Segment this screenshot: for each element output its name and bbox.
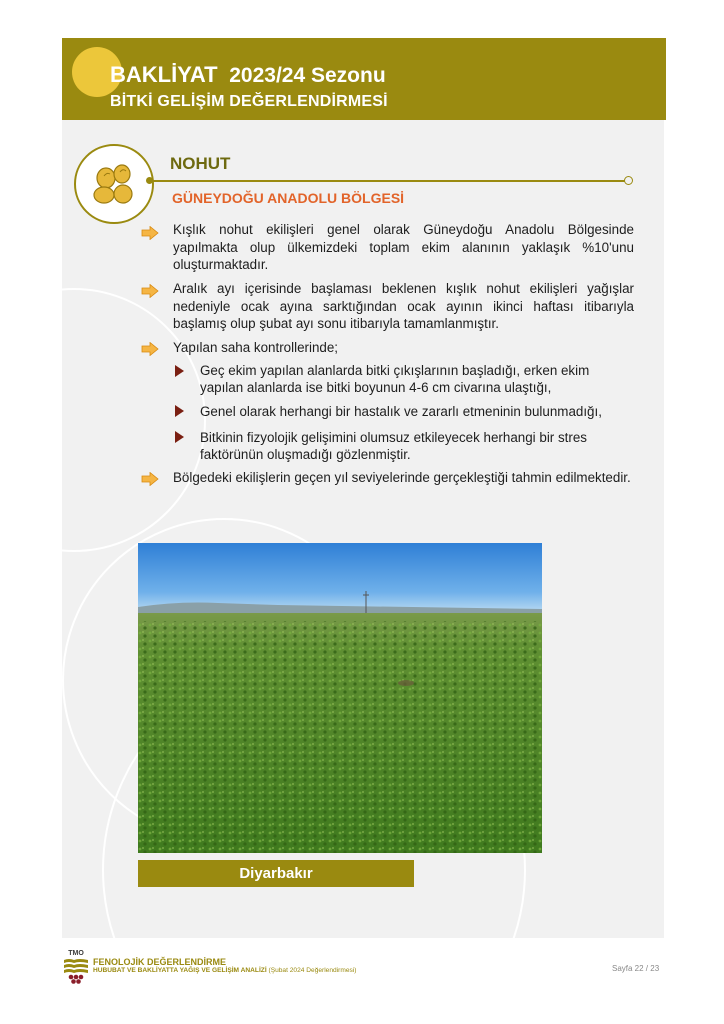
chickpea-icon (84, 154, 142, 212)
paragraph: Kışlık nohut ekilişleri genel olarak Güneydoğu Anadolu Bölgesinde yapılmakta olup ülkemizdeki toplam ekim alanının yaklaşık %10'unu oluşturmaktadır. (173, 222, 634, 272)
sub-list-item: Bitkinin fizyolojik gelişimini olumsuz etkileyecek herhangi bir stres faktörünün oluşmadığı gözlenmiştir. (200, 430, 587, 462)
paragraph: Bölgedeki ekilişlerin geçen yıl seviyelerinde gerçekleştiği tahmin edilmektedir. (173, 470, 631, 485)
field-photo (138, 543, 542, 853)
crop-title: NOHUT (170, 154, 231, 173)
photo-caption: Diyarbakır (138, 860, 414, 887)
divider-end-dot (624, 176, 633, 185)
sub-list-item: Genel olarak herhangi bir hastalık ve zararlı etmeninin bulunmadığı, (200, 404, 602, 419)
sub-list-item: Geç ekim yapılan alanlarda bitki çıkışlarının başladığı, erken ekim yapılan alanlarda ise bitki boyunun 4-6 cm civarına ulaştığı, (200, 363, 590, 395)
section-divider (152, 180, 626, 182)
chickpea-logo (74, 144, 154, 224)
triangle-bullet-icon (175, 365, 184, 377)
footer-title: FENOLOJİK DEĞERLENDİRME (93, 957, 227, 967)
paragraph: Yapılan saha kontrollerinde; (173, 340, 339, 355)
arrow-bullet-icon (141, 226, 159, 240)
arrow-bullet-icon (141, 284, 159, 298)
arrow-bullet-icon (141, 342, 159, 356)
triangle-bullet-icon (175, 431, 184, 443)
paragraph: Aralık ayı içerisinde başlaması beklenen kışlık nohut ekilişleri yağışlar nedeniyle ocak ayına sarktığından ocak ayının ikinci haftası itibarıyla başlamış olup şubat ayı sonu itibarıyla tamamlanmıştır. (173, 281, 634, 331)
page-number: Sayfa 22 / 23 (612, 964, 660, 973)
arrow-bullet-icon (141, 472, 159, 486)
triangle-bullet-icon (175, 405, 184, 417)
tmo-logo (61, 948, 91, 988)
footer-subtitle: HUBUBAT VE BAKLİYATTA YAĞIŞ VE GELİŞİM ANALİZİ (Şubat 2024 Değerlendirmesi) (93, 967, 357, 974)
page-subtitle: BİTKİ GELİŞİM DEĞERLENDİRMESİ (110, 93, 388, 110)
svg-text:TMO: TMO (68, 950, 84, 957)
page-title: BAKLİYAT 2023/24 Sezonu (110, 62, 386, 87)
region-title: GÜNEYDOĞU ANADOLU BÖLGESİ (172, 190, 405, 206)
